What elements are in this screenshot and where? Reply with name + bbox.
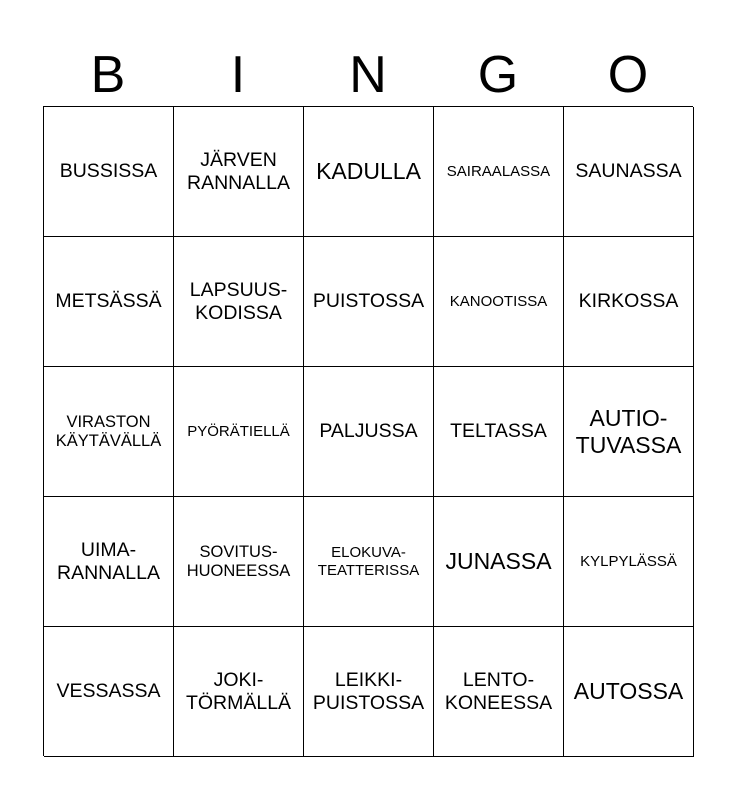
bingo-cell-r4-c1[interactable] xyxy=(44,497,174,627)
bingo-cell-r1-c1[interactable] xyxy=(44,107,174,237)
bingo-cell-r5-c1[interactable] xyxy=(44,627,174,757)
bingo-cell-r3-c5[interactable] xyxy=(564,367,694,497)
cell-label: PYÖRÄTIELLÄ xyxy=(187,422,290,440)
bingo-cell-r4-c2[interactable] xyxy=(174,497,304,627)
bingo-cell-r2-c1[interactable] xyxy=(44,237,174,367)
bingo-header xyxy=(43,44,693,106)
bingo-cell-r5-c4[interactable] xyxy=(434,627,564,757)
cell-label: METSÄSSÄ xyxy=(55,290,162,313)
cell-label: JUNASSA xyxy=(445,548,552,575)
cell-label: PALJUSSA xyxy=(319,420,418,443)
bingo-cell-r3-c3[interactable] xyxy=(304,367,434,497)
cell-label: JOKI- TÖRMÄLLÄ xyxy=(185,669,292,714)
cell-label: PUISTOSSA xyxy=(312,290,425,313)
bingo-board xyxy=(43,106,693,756)
bingo-cell-r2-c5[interactable] xyxy=(564,237,694,367)
cell-label: KADULLA xyxy=(316,158,421,185)
bingo-cell-r4-c4[interactable] xyxy=(434,497,564,627)
cell-label: KYLPYLÄSSÄ xyxy=(580,552,677,570)
cell-label: SAIRAALASSA xyxy=(446,162,551,180)
cell-label: KIRKOSSA xyxy=(578,290,679,313)
cell-label: JÄRVEN RANNALLA xyxy=(187,149,290,194)
cell-label: VIRASTON KÄYTÄVÄLLÄ xyxy=(55,412,162,450)
bingo-cell-r1-c5[interactable] xyxy=(564,107,694,237)
bingo-cell-r5-c5[interactable] xyxy=(564,627,694,757)
cell-label: VESSASSA xyxy=(56,680,161,703)
cell-label: TELTASSA xyxy=(450,420,547,443)
cell-label: KANOOTISSA xyxy=(449,292,548,310)
bingo-cell-r3-c1[interactable] xyxy=(44,367,174,497)
bingo-cell-r5-c2[interactable] xyxy=(174,627,304,757)
cell-label: LEIKKI- PUISTOSSA xyxy=(312,669,425,714)
cell-label: AUTIO- TUVASSA xyxy=(575,405,682,458)
bingo-cell-r3-c4[interactable] xyxy=(434,367,564,497)
header-letter-g: G xyxy=(477,46,519,104)
header-letter-o: O xyxy=(607,46,649,104)
bingo-cell-r1-c4[interactable] xyxy=(434,107,564,237)
bingo-cell-r4-c3[interactable] xyxy=(304,497,434,627)
cell-label: SAUNASSA xyxy=(575,160,682,183)
cell-label: UIMA- RANNALLA xyxy=(57,539,160,584)
header-letter-n: N xyxy=(349,46,387,104)
cell-label: LENTO- KONEESSA xyxy=(444,669,553,714)
cell-label: LAPSUUS- KODISSA xyxy=(189,279,288,324)
bingo-cell-r2-c4[interactable] xyxy=(434,237,564,367)
bingo-cell-r2-c2[interactable] xyxy=(174,237,304,367)
bingo-cell-r4-c5[interactable] xyxy=(564,497,694,627)
cell-label: AUTOSSA xyxy=(573,678,684,705)
bingo-cell-r1-c2[interactable] xyxy=(174,107,304,237)
bingo-cell-r2-c3[interactable] xyxy=(304,237,434,367)
bingo-cell-r5-c3[interactable] xyxy=(304,627,434,757)
bingo-cell-r1-c3[interactable] xyxy=(304,107,434,237)
cell-label: BUSSISSA xyxy=(59,160,158,183)
cell-label: SOVITUS- HUONEESSA xyxy=(186,542,291,580)
bingo-cell-r3-c2[interactable] xyxy=(174,367,304,497)
cell-label: ELOKUVA- TEATTERISSA xyxy=(317,544,420,579)
header-letter-b: B xyxy=(90,46,126,104)
header-letter-i: I xyxy=(230,46,246,104)
